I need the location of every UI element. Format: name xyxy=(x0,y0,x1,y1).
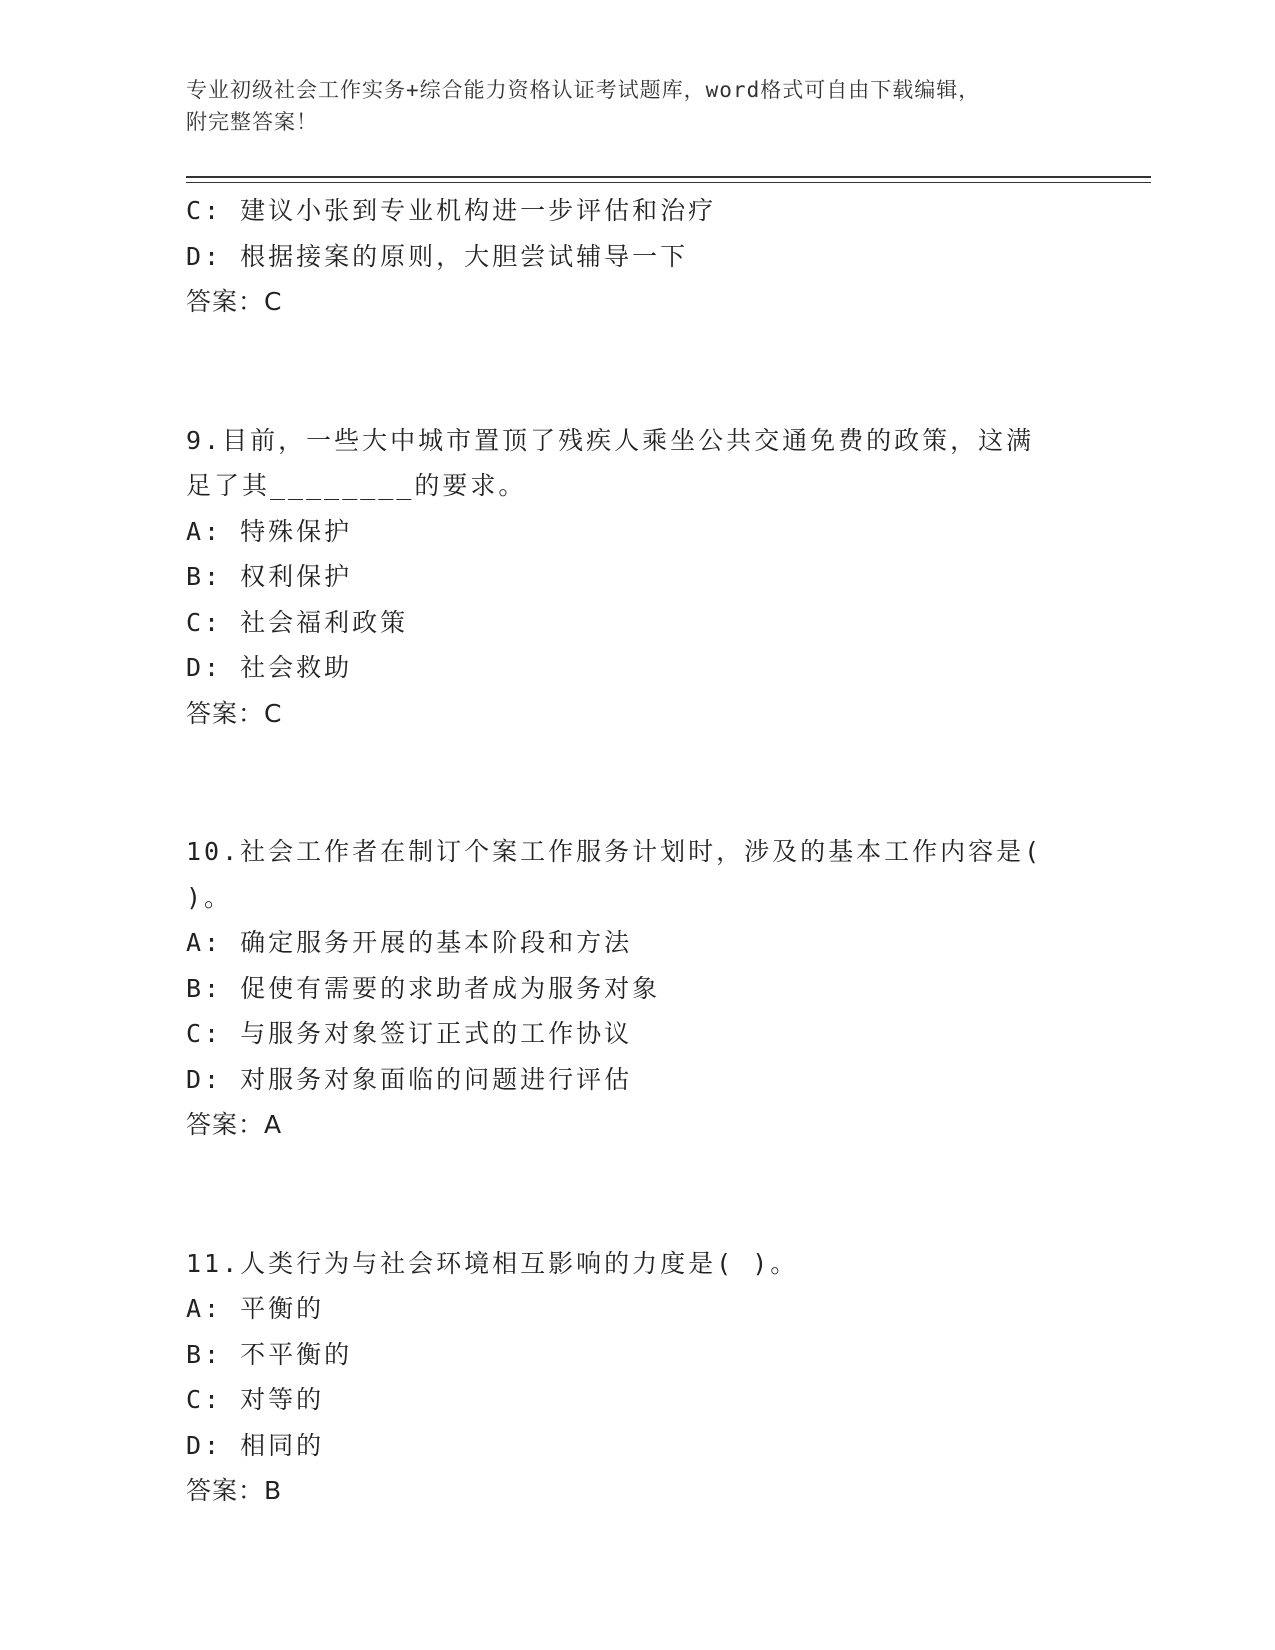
option-d: D: 社会救助 xyxy=(186,653,353,682)
option-a: A: 平衡的 xyxy=(186,1294,325,1323)
question-8 xyxy=(186,188,1086,325)
option-c: C: 对等的 xyxy=(186,1385,325,1414)
option-c: C: 社会福利政策 xyxy=(186,607,409,637)
option-a: A: 确定服务开展的基本阶段和方法 xyxy=(186,928,633,957)
header-divider-thin xyxy=(186,182,1151,183)
option-a: A: 特殊保护 xyxy=(186,516,353,546)
question-11 xyxy=(186,1241,1086,1514)
header-divider-thick xyxy=(186,176,1151,178)
option-c: C: 建议小张到专业机构进一步评估和治疗 xyxy=(186,196,717,225)
option-c: C: 与服务对象签订正式的工作协议 xyxy=(186,1019,633,1048)
option-b: B: 不平衡的 xyxy=(186,1339,353,1369)
document-body xyxy=(186,188,1086,1514)
option-d: D: 相同的 xyxy=(186,1430,325,1460)
answer: 答案：C xyxy=(186,698,283,728)
header-line-2: 附完整答案！ xyxy=(186,110,318,134)
option-b: B: 权利保护 xyxy=(186,562,353,591)
answer: 答案：A xyxy=(186,1110,283,1139)
question-9 xyxy=(186,418,1086,737)
question-stem-line-1: 10.社会工作者在制订个案工作服务计划时，涉及的基本工作内容是( xyxy=(186,837,1043,866)
question-stem-line-2: )。 xyxy=(186,882,233,912)
question-stem-line-2: 足了其________的要求。 xyxy=(186,471,527,500)
option-b: B: 促使有需要的求助者成为服务对象 xyxy=(186,973,661,1003)
document-header xyxy=(186,74,1066,138)
header-line-1: 专业初级社会工作实务+综合能力资格认证考试题库，word格式可自由下载编辑， xyxy=(186,78,981,102)
answer: 答案：B xyxy=(186,1476,283,1505)
answer: 答案：C xyxy=(186,287,283,316)
question-stem-line-1: 11.人类行为与社会环境相互影响的力度是( )。 xyxy=(186,1248,799,1278)
option-d: D: 对服务对象面临的问题进行评估 xyxy=(186,1064,633,1094)
option-d: D: 根据接案的原则，大胆尝试辅导一下 xyxy=(186,241,689,271)
question-10 xyxy=(186,829,1086,1148)
question-stem-line-1: 9.目前，一些大中城市置顶了残疾人乘坐公共交通免费的政策，这满 xyxy=(186,425,1035,455)
